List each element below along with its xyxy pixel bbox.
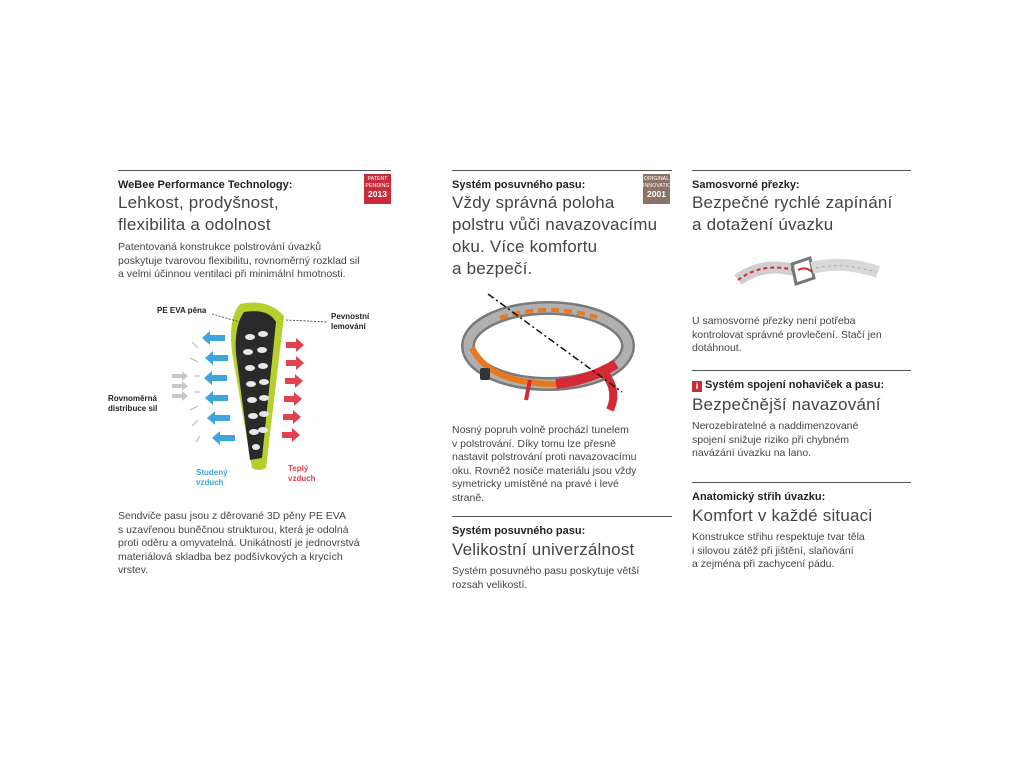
section-kicker: Systém posuvného pasu: [452, 525, 586, 537]
info-icon: i [692, 381, 702, 392]
label-force-distribution: Rovnoměrná distribuce sil [108, 394, 158, 413]
section-body: Nosný popruh volně prochází tunelem v polstrování. Díky tomu lze přesně nastavit polstrování proti navazovacímu oku. Rovněž nosiče materiálu jsou vždy symetricky umístěné na pravé i levé straně. [452, 424, 637, 504]
section-headline: Bezpečnější navazování [692, 395, 881, 414]
patent-pending-badge: PATENT PENDING 2013 [364, 174, 391, 204]
self-locking-buckle-illustration [732, 240, 882, 300]
section-headline: Vždy správná poloha polstru vůči navazovacímu oku. Více komfortu a bezpečí. [452, 193, 658, 278]
original-innovation-badge: ORIGINAL INNOVATION 2001 [643, 174, 670, 204]
force-distribution-arrows [172, 371, 188, 401]
section-intro: Patentovaná konstrukce polstrování úvazků poskytuje tvarovou flexibilitu, rovnoměrný rozklad sil a velmi účinnou ventilaci při minimální hmotnosti. [118, 241, 360, 280]
buckle [480, 368, 490, 380]
sliding-belt-illustration [460, 288, 640, 418]
webee-diagram [100, 292, 400, 492]
radiating-lines [190, 342, 200, 442]
section-kicker: i Systém spojení nohaviček a pasu: [692, 379, 911, 392]
divider [692, 170, 911, 171]
section-headline: Bezpečné rychlé zapínání a dotažení úvazku [692, 193, 893, 234]
column-anatomic-cut [692, 482, 911, 572]
column-leg-loop-connection [692, 370, 911, 461]
edging-leader [286, 320, 328, 322]
buckle-diagram [732, 240, 882, 300]
divider [692, 482, 911, 483]
divider [692, 370, 911, 371]
section-kicker: Systém posuvného pasu: [452, 179, 586, 191]
warm-air-arrows [282, 338, 304, 442]
section-kicker: Samosvorné přezky: [692, 179, 800, 191]
column-webee [118, 170, 391, 282]
section-kicker: Anatomický střih úvazku: [692, 491, 826, 503]
buckles-body: U samosvorné přezky není potřeba kontrolovat správné provlečení. Stačí jen dotáhnout. [692, 315, 882, 354]
section-body: Konstrukce střihu respektuje tvar těla i silovou zátěž při jištění, slaňování a zejména při zachycení pádu. [692, 531, 865, 570]
section-body: Nerozebíratelné a naddimenzované spojení snižuje riziko při chybném navázání úvazku na lano. [692, 420, 859, 459]
column-sliding-waist [452, 170, 676, 280]
divider [118, 170, 391, 171]
column-sliding-waist-text [452, 424, 672, 505]
label-edging: Pevnostní lemování [331, 312, 370, 331]
label-pe-eva: PE EVA pěna [157, 306, 207, 315]
label-cold-air: Studený vzduch [196, 468, 228, 487]
section-kicker: WeBee Performance Technology: [118, 179, 293, 191]
strap-right [812, 265, 878, 272]
harness-belt-diagram [460, 288, 640, 418]
section-body: Sendviče pasu jsou z děrované 3D pěny PE EVA s uzavřenou buněčnou strukturou, která je odolná proti oděru a omyvatelná. Unikátností je jednovrstvá materiálová skladba bez podšívkových a krycích vrstev. [118, 510, 360, 576]
column-buckles [692, 170, 911, 236]
section-headline: Lehkost, prodyšnost, flexibilita a odolnost [118, 193, 279, 234]
cold-air-arrows [202, 331, 235, 445]
section-headline: Velikostní univerzálnost [452, 540, 635, 559]
section-body: Systém posuvného pasu poskytuje větší rozsah velikostí. [452, 565, 640, 591]
label-warm-air: Teplý vzduch [288, 464, 316, 483]
column-size-range [452, 516, 672, 592]
divider [452, 516, 672, 517]
divider [452, 170, 672, 171]
buckle-webbing [798, 268, 812, 272]
section-headline: Komfort v každé situaci [692, 506, 873, 525]
